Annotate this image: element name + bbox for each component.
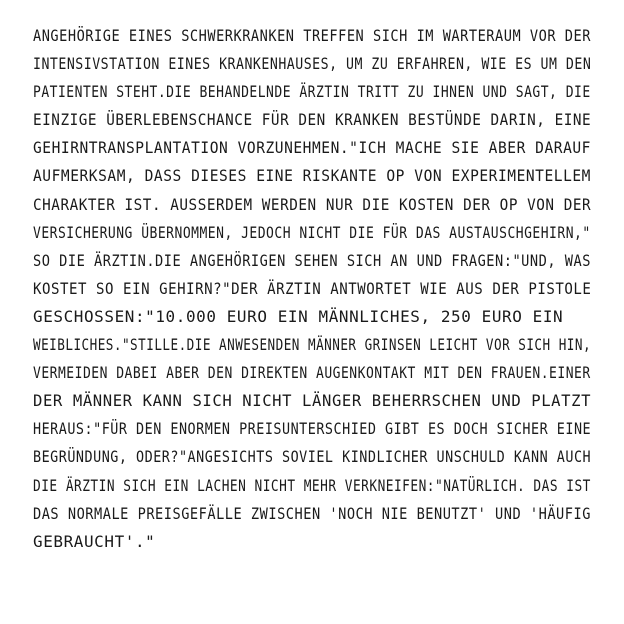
text-line: HERAUS:"FÜR DEN ENORMEN PREISUNTERSCHIED GIBT ES DOCH SICHER EINE	[33, 419, 592, 439]
text-line: DER MÄNNER KANN SICH NICHT LÄNGER BEHERRSCHEN UND PLATZT	[33, 391, 592, 411]
text-line: EINZIGE ÜBERLEBENSCHANCE FÜR DEN KRANKEN BESTÜNDE DARIN, EINE	[33, 110, 592, 130]
text-line: VERSICHERUNG ÜBERNOMMEN, JEDOCH NICHT DIE FÜR DAS AUSTAUSCHGEHIRN,"	[33, 222, 591, 242]
text-line: WEIBLICHES."STILLE.DIE ANWESENDEN MÄNNER GRINSEN LEICHT VOR SICH HIN,	[33, 335, 592, 355]
joke-text	[33, 22, 593, 556]
text-line: SO DIE ÄRZTIN.DIE ANGEHÖRIGEN SEHEN SICH AN UND FRAGEN:"UND, WAS	[33, 250, 591, 270]
text-line: PATIENTEN STEHT.DIE BEHANDELNDE ÄRZTIN TRITT ZU IHNEN UND SAGT, DIE	[33, 82, 591, 102]
text-line: GEHIRNTRANSPLANTATION VORZUNEHMEN."ICH MACHE SIE ABER DARAUF	[33, 138, 591, 158]
text-line: DAS NORMALE PREISGEFÄLLE ZWISCHEN 'NOCH NIE BENUTZT' UND 'HÄUFIG	[33, 503, 591, 523]
text-line: CHARAKTER IST. AUSSERDEM WERDEN NUR DIE KOSTEN DER OP VON DER	[33, 194, 592, 214]
text-line: INTENSIVSTATION EINES KRANKENHAUSES, UM ZU ERFAHREN, WIE ES UM DEN	[33, 54, 592, 74]
text-line: AUFMERKSAM, DASS DIESES EINE RISKANTE OP VON EXPERIMENTELLEM	[33, 166, 591, 186]
text-line: KOSTET SO EIN GEHIRN?"DER ÄRZTIN ANTWORTET WIE AUS DER PISTOLE	[33, 278, 592, 298]
text-line: ANGEHÖRIGE EINES SCHWERKRANKEN TREFFEN SICH IM WARTERAUM VOR DER	[33, 26, 591, 45]
text-line: BEGRÜNDUNG, ODER?"ANGESICHTS SOVIEL KINDLICHER UNSCHULD KANN AUCH	[33, 447, 592, 467]
text-line: VERMEIDEN DABEI ABER DEN DIREKTEN AUGENKONTAKT MIT DEN FRAUEN.EINER	[33, 363, 591, 383]
text-line: GEBRAUCHT'."	[33, 531, 156, 551]
text-line: GESCHOSSEN:"10.000 EURO EIN MÄNNLICHES, 250 EURO EIN	[33, 306, 564, 326]
text-line: DIE ÄRZTIN SICH EIN LACHEN NICHT MEHR VERKNEIFEN:"NATÜRLICH. DAS IST	[33, 475, 591, 495]
